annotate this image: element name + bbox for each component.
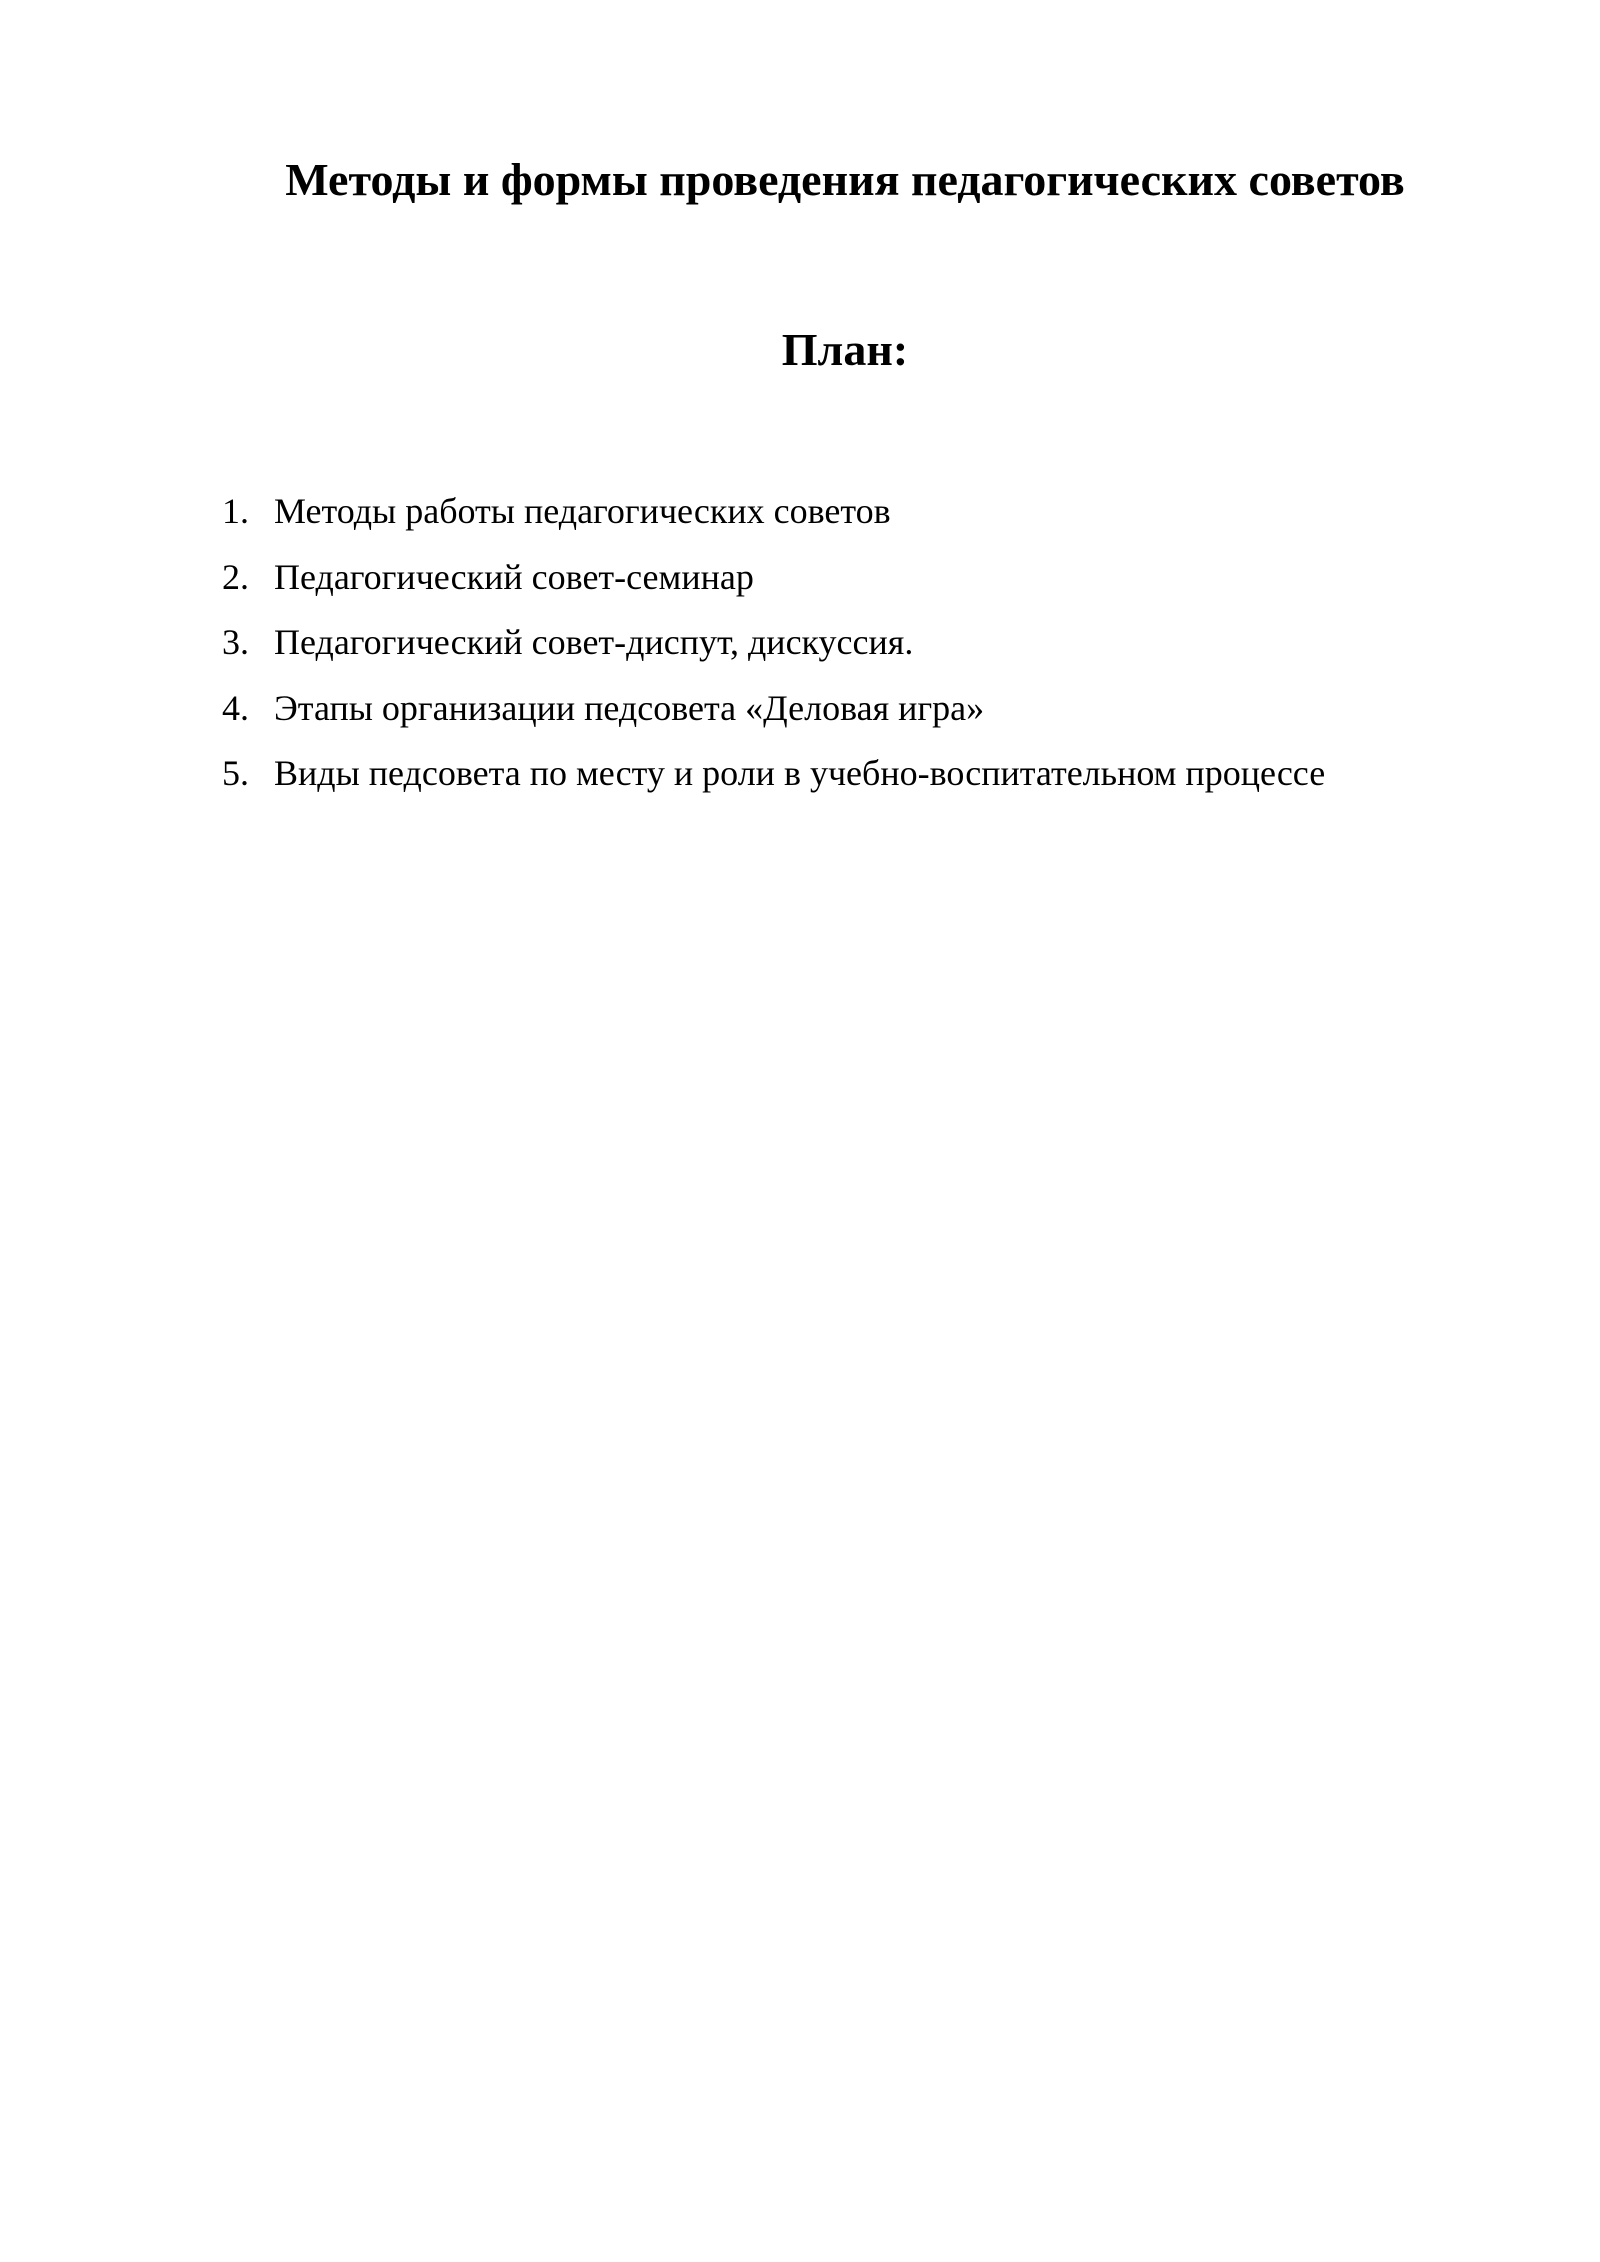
- plan-heading: План:: [781, 324, 909, 375]
- plan-item-number: 3.: [222, 622, 249, 662]
- plan-item-text: Виды педсовета по месту и роли в учебно-воспитательном процессе: [274, 753, 1326, 793]
- plan-item: [222, 685, 1325, 751]
- plan-item-number: 4.: [222, 687, 249, 728]
- plan-item-number: 1.: [222, 491, 249, 531]
- plan-item: [222, 488, 1325, 554]
- document-title: Методы и формы проведения педагогических советов: [285, 154, 1405, 205]
- plan-item: [222, 554, 1325, 620]
- plan-item-number: 5.: [222, 753, 249, 793]
- plan-item-text: Педагогический совет-семинар: [274, 556, 754, 597]
- plan-item-text: Педагогический совет-диспут, дискуссия.: [274, 622, 914, 662]
- plan-list: [222, 488, 1325, 816]
- plan-item: [222, 750, 1325, 816]
- plan-item-number: 2.: [222, 556, 249, 597]
- plan-item-text: Методы работы педагогических советов: [274, 491, 891, 531]
- plan-item: [222, 619, 1325, 685]
- plan-item-text: Этапы организации педсовета «Деловая игра»: [274, 687, 985, 728]
